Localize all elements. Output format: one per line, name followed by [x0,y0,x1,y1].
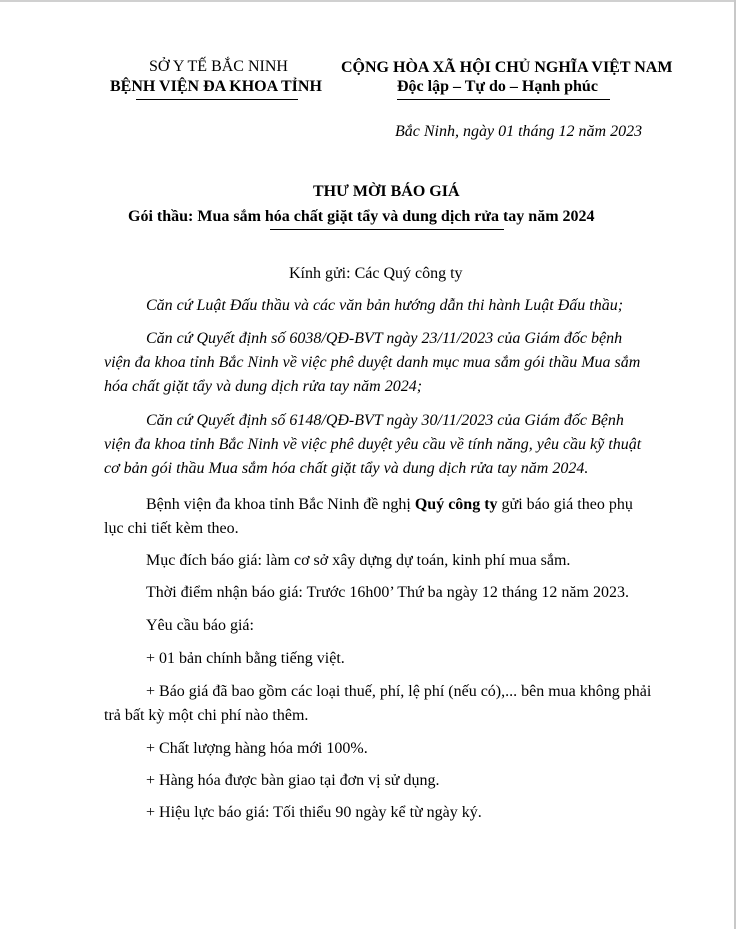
national-title: CỘNG HÒA XÃ HỘI CHỦ NGHĨA VIỆT NAM [341,59,673,76]
hospital-name: BỆNH VIỆN ĐA KHOA TỈNH [110,78,322,95]
requirement-item: + Chất lượng hàng hóa mới 100%. [146,740,368,757]
basis-decision-1-line-1: Căn cứ Quyết định số 6038/QĐ-BVT ngày 23/11/2023 của Giám đốc bệnh [146,330,623,347]
basis-decision-1-line-2: viện đa khoa tỉnh Bắc Ninh về việc phê duyệt danh mục mua sắm gói thầu Mua sắm [104,354,641,371]
page-top-border [0,0,736,2]
request-recipient: Quý công ty [414,496,498,513]
subtitle-underline [270,229,504,230]
national-motto: Độc lập – Tự do – Hạnh phúc [397,78,598,95]
request-line-1 [146,496,633,514]
basis-decision-2-line-2: viện đa khoa tỉnh Bắc Ninh về việc phê duyệt yêu cầu về tính năng, yêu cầu kỹ thuật [104,436,642,453]
agency-name: SỞ Y TẾ BẮC NINH [149,58,288,75]
requirements-title: Yêu cầu báo giá: [146,617,254,634]
hospital-underline [136,99,298,100]
purpose: Mục đích báo giá: làm cơ sở xây dựng dự toán, kinh phí mua sắm. [146,552,571,569]
motto-underline [397,99,610,100]
requirement-item-continued: trả bất kỳ một chi phí nào thêm. [104,707,309,724]
basis-decision-2-line-3: cơ bản gói thầu Mua sắm hóa chất giặt tẩy và dung dịch rửa tay năm 2024. [104,460,589,477]
deadline: Thời điểm nhận báo giá: Trước 16h00’ Thứ ba ngày 12 tháng 12 năm 2023. [146,584,629,601]
requirement-item: + 01 bản chính bằng tiếng việt. [146,650,345,667]
request-line-2: lục chi tiết kèm theo. [104,520,239,537]
document-title: THƯ MỜI BÁO GIÁ [313,183,460,200]
requirement-item: + Hàng hóa được bàn giao tại đơn vị sử dụng. [146,772,440,789]
basis-decision-1-line-3: hóa chất giặt tẩy và dung dịch rửa tay năm 2024; [104,378,423,395]
package-subtitle: Gói thầu: Mua sắm hóa chất giặt tẩy và dung dịch rửa tay năm 2024 [128,208,595,225]
requirement-item: + Báo giá đã bao gồm các loại thuế, phí, lệ phí (nếu có),... bên mua không phải [146,683,652,700]
request-text-b: gửi báo giá theo phụ [497,496,633,513]
basis-law: Căn cứ Luật Đấu thầu và các văn bản hướng dẫn thi hành Luật Đấu thầu; [146,297,624,314]
request-text-a: Bệnh viện đa khoa tỉnh Bắc Ninh đề nghị [146,496,415,513]
basis-decision-2-line-1: Căn cứ Quyết định số 6148/QĐ-BVT ngày 30/11/2023 của Giám đốc Bệnh [146,412,624,429]
greeting: Kính gửi: Các Quý công ty [289,265,463,282]
requirement-item: + Hiệu lực báo giá: Tối thiểu 90 ngày kể từ ngày ký. [146,804,482,821]
date-line: Bắc Ninh, ngày 01 tháng 12 năm 2023 [395,123,643,140]
